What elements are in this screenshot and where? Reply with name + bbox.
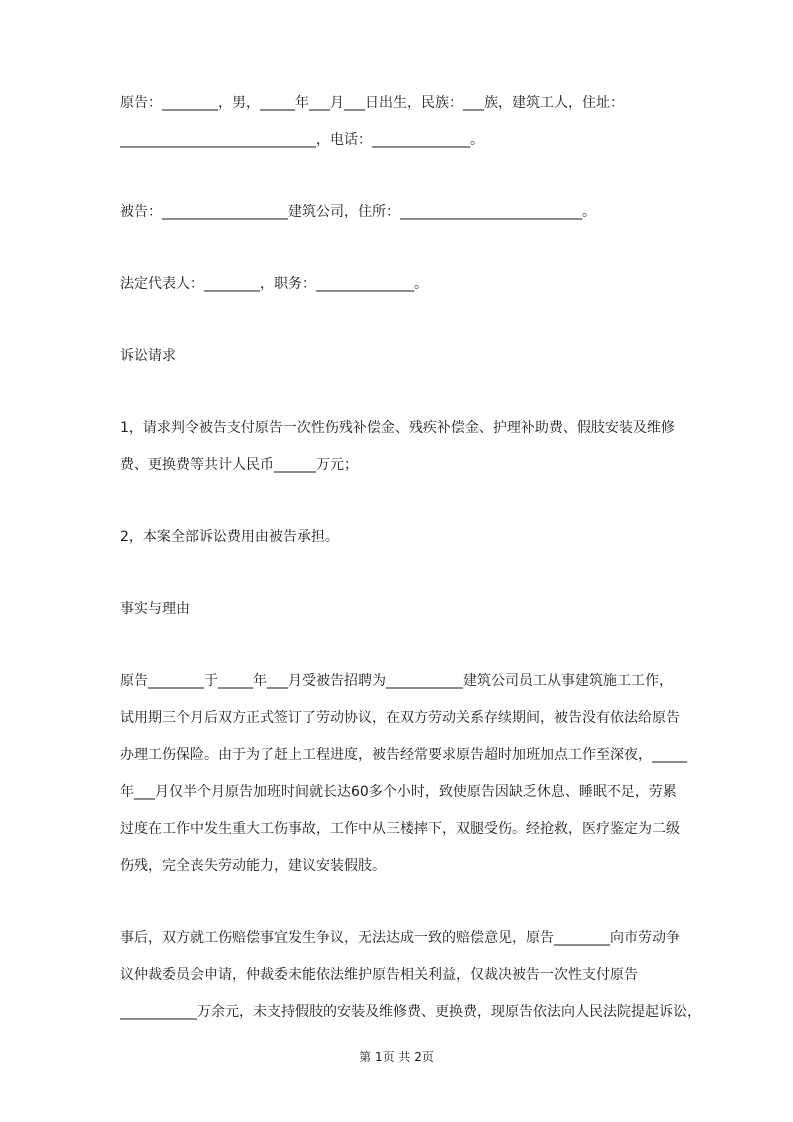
facts-heading xyxy=(120,591,685,628)
text-line: ___________万余元，未支持假肢的安装及维修费、更换费，现原告依法向人民法院提起诉讼， xyxy=(120,1004,701,1020)
text-line: 被告：__________________建筑公司，住所：__________________________。 xyxy=(120,204,596,220)
paragraph-defendant-info xyxy=(120,194,685,231)
page-number-footer xyxy=(0,1048,793,1066)
paragraph-plaintiff-info xyxy=(120,85,685,159)
text-line: 试用期三个月后双方正式签订了劳动协议，在双方劳动关系存续期间，被告没有依法给原告 xyxy=(120,710,680,726)
text-line: 议仲裁委员会申请，仲裁委未能依法维护原告相关利益，仅裁决被告一次性支付原告 xyxy=(120,967,638,983)
paragraph-legal-representative xyxy=(120,266,685,303)
paragraph-facts-1 xyxy=(120,663,685,885)
page-indicator: 第 1页 共 2页 xyxy=(359,1050,434,1064)
text-line: 过度在工作中发生重大工伤事故，工作中从三楼摔下，双腿受伤。经抢救，医疗鉴定为二级 xyxy=(120,821,680,837)
text-line: 法定代表人：________，职务：______________。 xyxy=(120,276,428,292)
document-body xyxy=(120,85,701,1066)
text-line: 年___月仅半个月原告加班时间就长达60多个小时，致使原告因缺乏休息、睡眠不足，劳累 xyxy=(120,784,677,800)
text-line: 原告：________，男，_____年___月___日出生，民族：___族，建筑工人，住址： xyxy=(120,95,624,111)
heading-text: 诉讼请求 xyxy=(120,348,176,364)
heading-text: 事实与理由 xyxy=(120,601,190,617)
text-line: 伤残，完全丧失劳动能力，建议安装假肢。 xyxy=(120,858,386,874)
text-line: 办理工伤保险。由于为了赶上工程进度，被告经常要求原告超时加班加点工作至深夜，_____ xyxy=(120,747,687,763)
claims-heading xyxy=(120,338,685,375)
paragraph-claim-1 xyxy=(120,410,685,484)
text-line: 原告________于_____年___月受被告招聘为___________建筑公司员工从事建筑施工工作， xyxy=(120,673,673,689)
text-line: 1，请求判令被告支付原告一次性伤残补偿金、残疾补偿金、护理补助费、假肢安装及维修 xyxy=(120,420,675,436)
text-line: ____________________________，电话：______________。 xyxy=(120,132,484,148)
text-line: 2，本案全部诉讼费用由被告承担。 xyxy=(120,529,339,545)
text-line: 费、更换费等共计人民币______万元； xyxy=(120,457,358,473)
paragraph-claim-2 xyxy=(120,519,685,556)
text-line: 事后，双方就工伤赔偿事宜发生争议，无法达成一致的赔偿意见，原告________向市劳动争 xyxy=(120,930,680,946)
paragraph-facts-2 xyxy=(120,920,701,1031)
